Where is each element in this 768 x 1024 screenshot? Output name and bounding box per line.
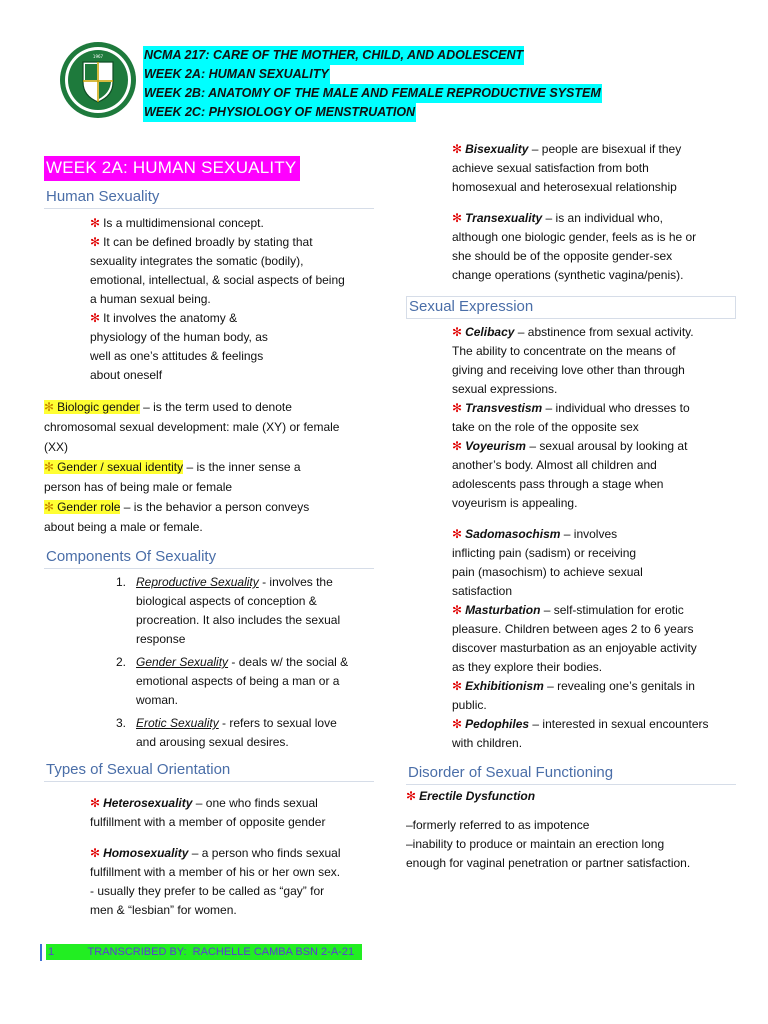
heading-orientation: Types of Sexual Orientation: [44, 760, 374, 782]
list-item: 2. Gender Sexuality - deals w/ the social & emotional aspects of being a man or a woman.: [116, 655, 349, 707]
asterisk-bullet-icon: ✻: [452, 439, 463, 453]
disorder-block: ✻ Erectile Dysfunction –formerly referred to as impotence –inability to produce or maintain an erection long enough for vaginal penetration or partner satisfaction.: [406, 789, 691, 870]
asterisk-bullet-icon: ✻: [90, 796, 101, 810]
list-item: emotional, intellectual, & social aspects of being: [90, 273, 345, 287]
def-line: about being a male or female.: [44, 520, 203, 534]
orientation-homosexuality: ✻ Homosexuality – a person who finds sexual fulfillment with a member of his or her own sex. - usually they prefer to be called as “gay” for men & “lesbian” for women.: [90, 846, 341, 917]
course-header: [143, 46, 602, 122]
heading-human-sexuality: Human Sexuality: [44, 187, 374, 209]
course-line-2: WEEK 2A: HUMAN SEXUALITY: [143, 65, 330, 84]
course-line-4: WEEK 2C: PHYSIOLOGY OF MENSTRUATION: [143, 103, 416, 122]
page-footer: [40, 943, 362, 961]
asterisk-bullet-icon: ✻: [90, 846, 101, 860]
list-item: 1. Reproductive Sexuality - involves the biological aspects of conception & procreation. It also includes the sexual response: [116, 575, 341, 646]
asterisk-bullet-icon: ✻: [44, 500, 55, 514]
university-seal-logo: [58, 40, 138, 120]
list-item: sexuality integrates the somatic (bodily),: [90, 254, 304, 268]
course-line-3: WEEK 2B: ANATOMY OF THE MALE AND FEMALE REPRODUCTIVE SYSTEM: [143, 84, 602, 103]
footer-text: [46, 944, 362, 960]
asterisk-bullet-icon: ✻: [452, 142, 463, 156]
list-item: 3. Erotic Sexuality - refers to sexual love and arousing sexual desires.: [116, 716, 337, 749]
heading-components: Components Of Sexuality: [44, 547, 374, 569]
seal-year: 1967: [92, 54, 104, 59]
right-column: [406, 140, 736, 873]
asterisk-bullet-icon: ✻: [406, 789, 417, 803]
asterisk-bullet-icon: ✻: [44, 460, 55, 474]
transcriber: TRANSCRIBED BY: RACHELLE CAMBA BSN 2-A-21: [87, 946, 355, 958]
components-list: [44, 573, 374, 752]
list-item: well as one’s attitudes & feelings: [90, 349, 264, 363]
orientation-heterosexuality: ✻ Heterosexuality – one who finds sexual fulfillment with a member of opposite gender: [90, 796, 326, 829]
asterisk-bullet-icon: ✻: [90, 235, 101, 249]
definitions: [44, 397, 374, 537]
asterisk-bullet-icon: ✻: [452, 717, 463, 731]
expression-list-2: ✻ Sadomasochism – involves inflicting pain (sadism) or receiving pain (masochism) to achieve sexual satisfaction ✻ Masturbation – self-stimulation for erotic pleasure. Children between ages 2 to 6 years discover masturbation as an enjoyable activity as they explore their bodies. ✻ Exhibitionism – revealing one’s genitals in public. ✻ Pedophiles – interested in sexual encounters with children.: [452, 527, 709, 750]
asterisk-bullet-icon: ✻: [452, 527, 463, 541]
asterisk-bullet-icon: ✻: [44, 400, 55, 414]
asterisk-bullet-icon: ✻: [452, 325, 463, 339]
footer-divider: [40, 944, 42, 961]
def-line: (XX): [44, 440, 68, 454]
asterisk-bullet-icon: ✻: [452, 603, 463, 617]
orientation-transexuality: ✻ Transexuality – is an individual who, although one biologic gender, feels as is he or she should be of the opposite gender-sex change operations (synthetic vagina/penis).: [452, 211, 697, 282]
page-number: 1: [48, 946, 55, 958]
heading-sexual-expression: Sexual Expression: [406, 296, 736, 319]
list-item: ✻ It can be defined broadly by stating that: [90, 235, 313, 249]
week-title: WEEK 2A: HUMAN SEXUALITY: [44, 156, 300, 181]
def-line: person has of being male or female: [44, 480, 233, 494]
asterisk-bullet-icon: ✻: [90, 311, 101, 325]
def-line: chromosomal sexual development: male (XY) or female: [44, 420, 340, 434]
orientation-bisexuality: ✻ Bisexuality – people are bisexual if they achieve sexual satisfaction from both homosexual and heterosexual relationship: [452, 142, 682, 194]
left-column: [44, 156, 374, 920]
human-sexuality-bullets: [44, 214, 374, 385]
def-gender-identity: ✻ Gender / sexual identity – is the inner sense a: [44, 460, 301, 474]
expression-list: ✻ Celibacy – abstinence from sexual activity. The ability to concentrate on the means of giving and receiving love other than through sexual expressions. ✻ Transvestism – individual who dresses to take on the role of the opposite sex ✻ Voyeurism – sexual arousal by looking at another’s body. Almost all children and adolescents pass through a stage when voyeurism is appealing.: [452, 325, 694, 510]
list-item: ✻ It involves the anatomy &: [90, 311, 238, 325]
list-item: ✻ Is a multidimensional concept.: [90, 216, 264, 230]
def-biologic-gender: ✻ Biologic gender – is the term used to denote: [44, 400, 292, 414]
asterisk-bullet-icon: ✻: [452, 679, 463, 693]
asterisk-bullet-icon: ✻: [452, 401, 463, 415]
list-item: a human sexual being.: [90, 292, 211, 306]
list-item: about oneself: [90, 368, 163, 382]
asterisk-bullet-icon: ✻: [452, 211, 463, 225]
course-line-1: NCMA 217: CARE OF THE MOTHER, CHILD, AND ADOLESCENT: [143, 46, 524, 65]
asterisk-bullet-icon: ✻: [90, 216, 101, 230]
list-item: physiology of the human body, as: [90, 330, 268, 344]
def-gender-role: ✻ Gender role – is the behavior a person conveys: [44, 500, 310, 514]
heading-disorder: Disorder of Sexual Functioning: [406, 763, 736, 785]
